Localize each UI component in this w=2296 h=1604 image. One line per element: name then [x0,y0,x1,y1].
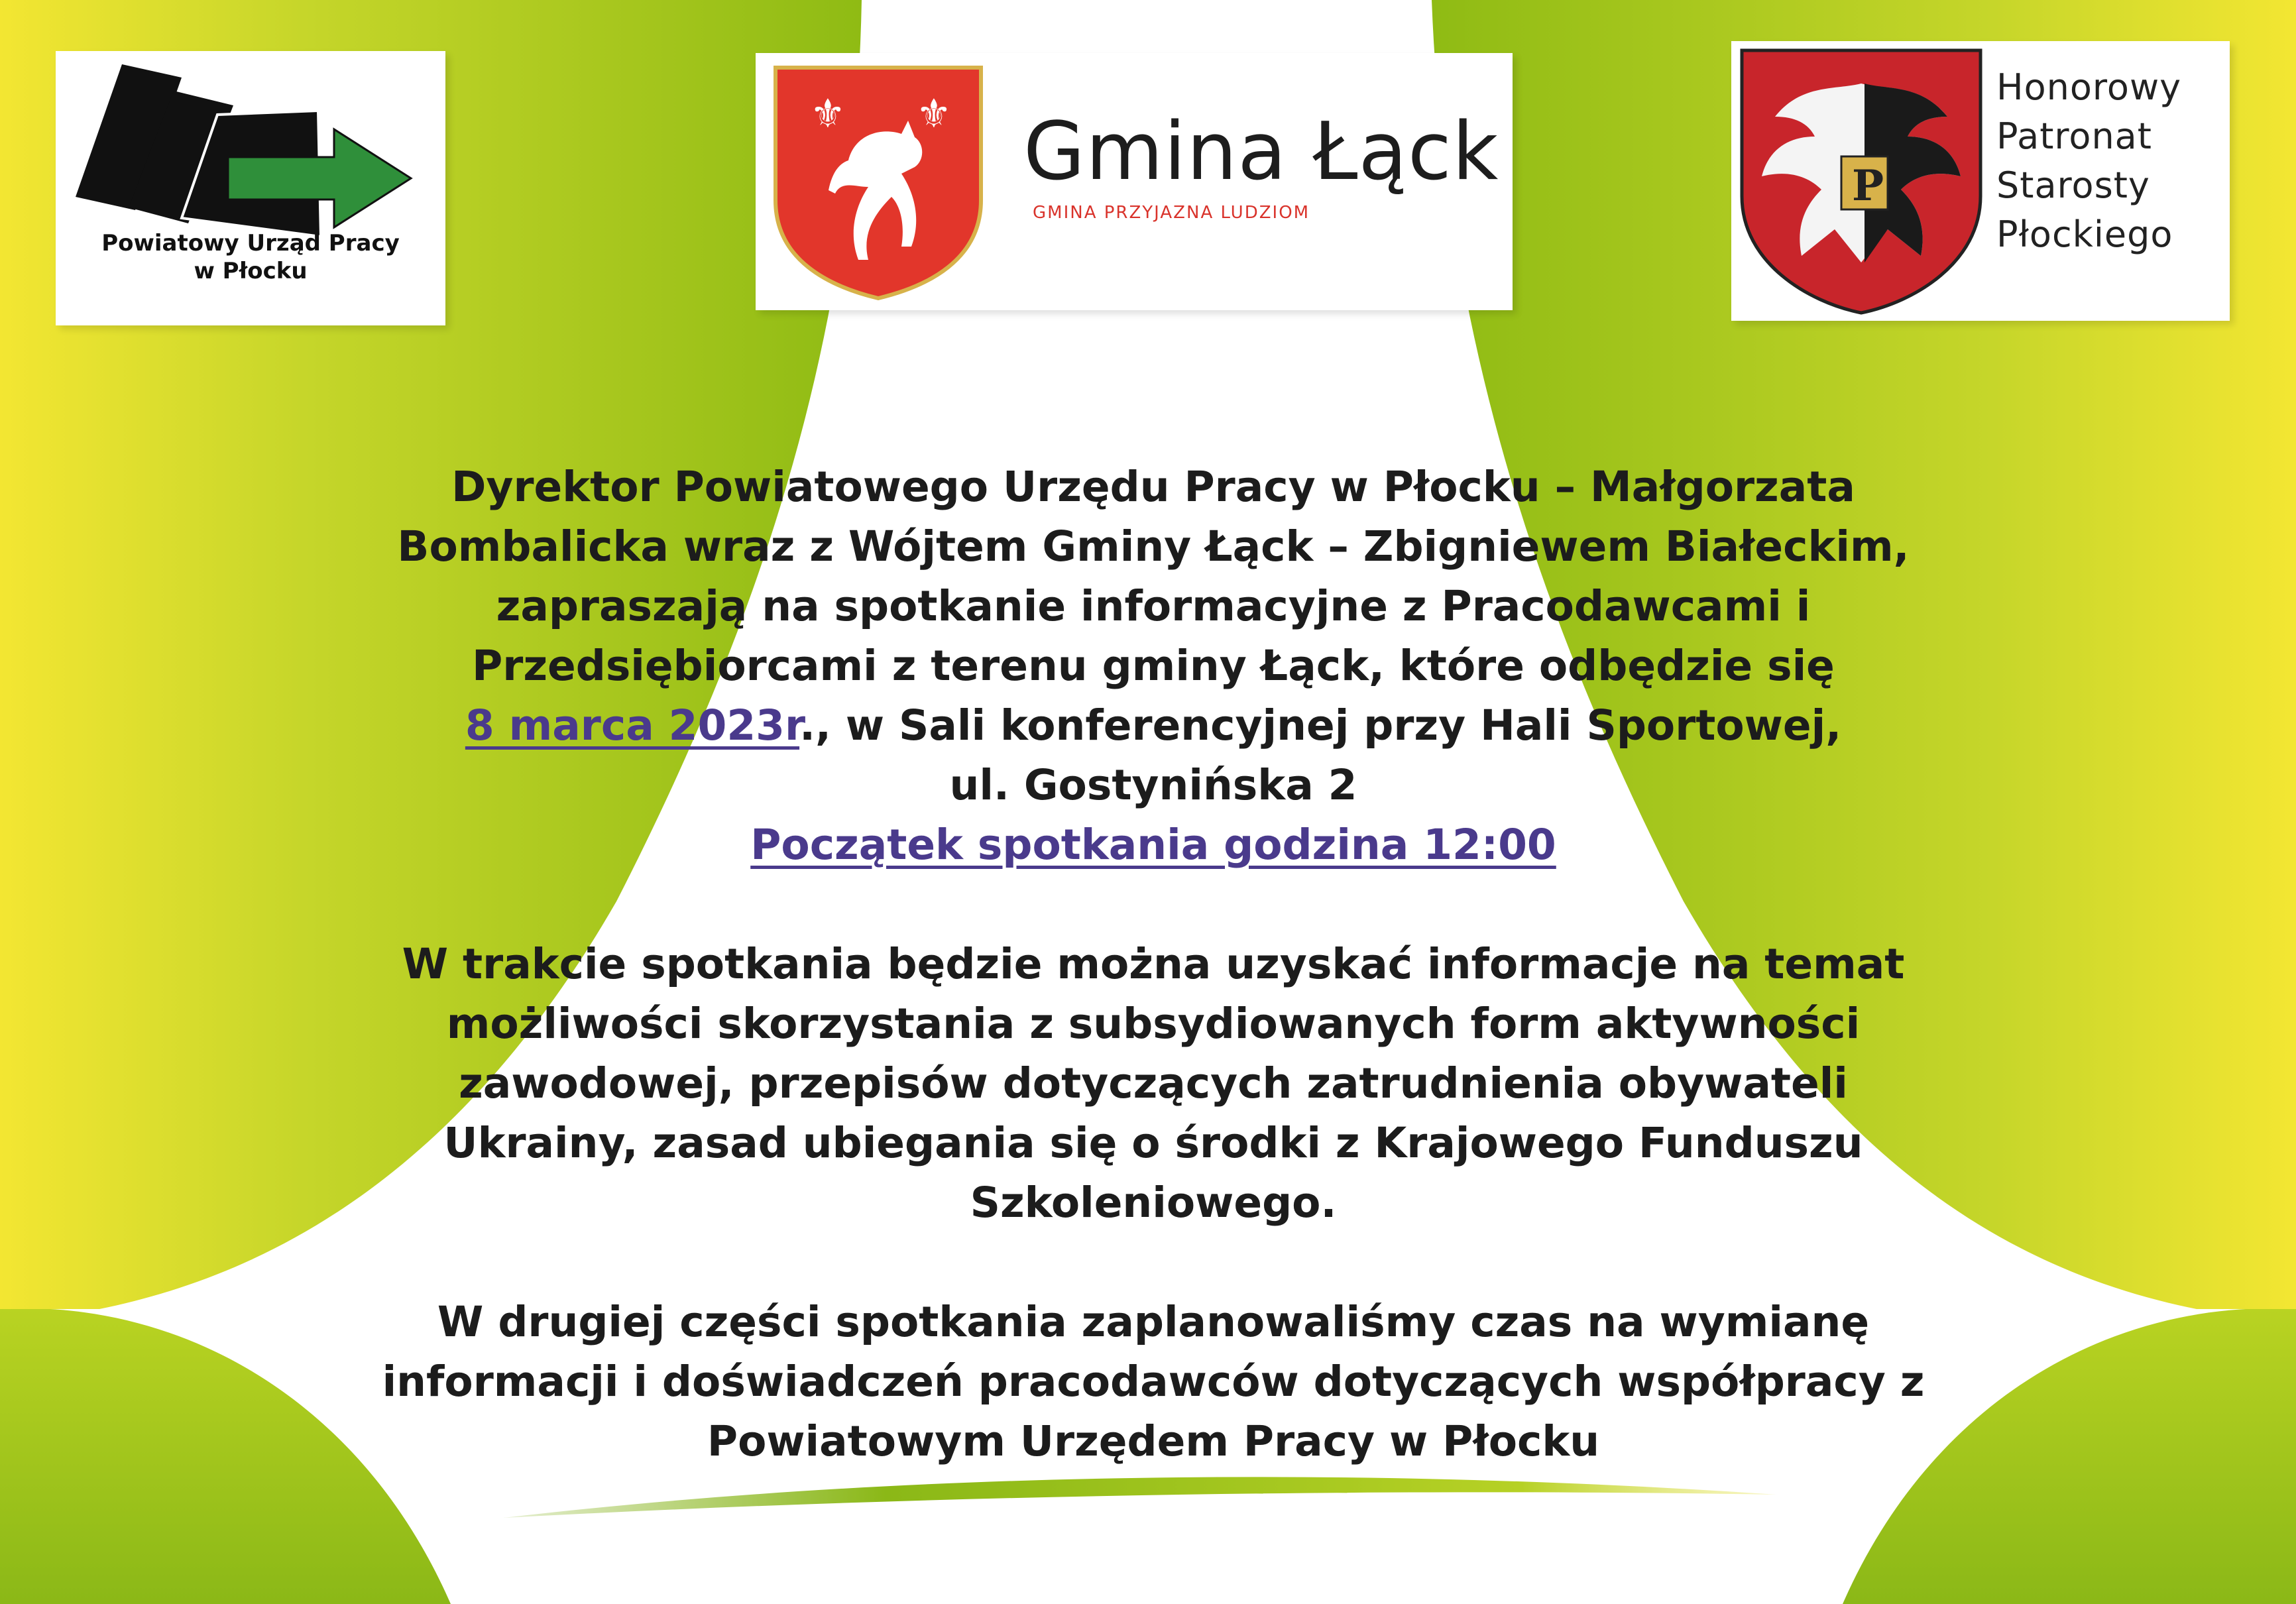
svg-text:⚜: ⚜ [810,91,846,137]
gmina-coat-of-arms-icon [769,61,988,302]
patronat-line-4: Płockiego [1996,213,2173,255]
meeting-date: 8 marca 2023r [465,701,800,750]
topics-line-2: możliwości skorzystania z subsydiowanych form aktywności [446,1000,1861,1048]
gmina-motto: GMINA PRZYJAZNA LUDZIOM [1033,203,1310,223]
invitation-line-4: Przedsiębiorcami z terenu gminy Łąck, które odbędzie się [472,642,1835,690]
invitation-line-1: Dyrektor Powiatowego Urzędu Pracy w Płocku – Małgorzata [451,463,1855,511]
invitation-line-3: zapraszają na spotkanie informacyjne z Pracodawcami i [496,582,1811,630]
topics-line-1: W trakcie spotkania będzie można uzyskać informacje na temat [402,940,1905,988]
meeting-start-time: Początek spotkania godzina 12:00 [750,821,1556,869]
patronat-logo [1731,41,2230,321]
second-part-line-2: informacji i doświadczeń pracodawców dotyczących współpracy z [382,1357,1925,1406]
patronat-line-3: Starosty [1996,164,2150,206]
meeting-venue: ., w Sali konferencyjnej przy Hali Sportowej, [799,701,1842,750]
second-part-line-1: W drugiej części spotkania zaplanowaliśmy czas na wymianę [437,1298,1870,1346]
pup-logo [56,51,445,325]
plock-county-coat-of-arms-icon [1735,44,1987,318]
patronat-line-2: Patronat [1996,115,2152,157]
announcement-body [278,457,2028,1471]
svg-text:⚜: ⚜ [916,91,952,137]
topics-line-4: Ukrainy, zasad ubiegania się o środki z Krajowego Funduszu [443,1119,1863,1167]
pup-city: w Płocku [194,258,308,284]
second-part-paragraph [278,1292,2028,1471]
svg-text:P: P [1852,161,1884,211]
meeting-address: ul. Gostynińska 2 [949,761,1357,809]
invitation-line-2: Bombalicka wraz z Wójtem Gminy Łąck – Zbigniewem Białeckim, [397,522,1910,571]
topics-line-3: zawodowej, przepisów dotyczących zatrudnienia obywateli [459,1059,1848,1108]
gmina-lack-logo [756,53,1513,310]
second-part-line-3: Powiatowym Urzędem Pracy w Płocku [707,1417,1600,1465]
patronat-line-1: Honorowy [1996,66,2182,108]
invitation-paragraph [278,457,2028,875]
topics-line-5: Szkoleniowego. [970,1178,1337,1227]
topics-paragraph [278,935,2028,1233]
gmina-name: Gmina Łąck [1023,106,1499,198]
pup-name: Powiatowy Urząd Pracy [101,230,400,257]
invitation-date-line [278,696,2028,756]
